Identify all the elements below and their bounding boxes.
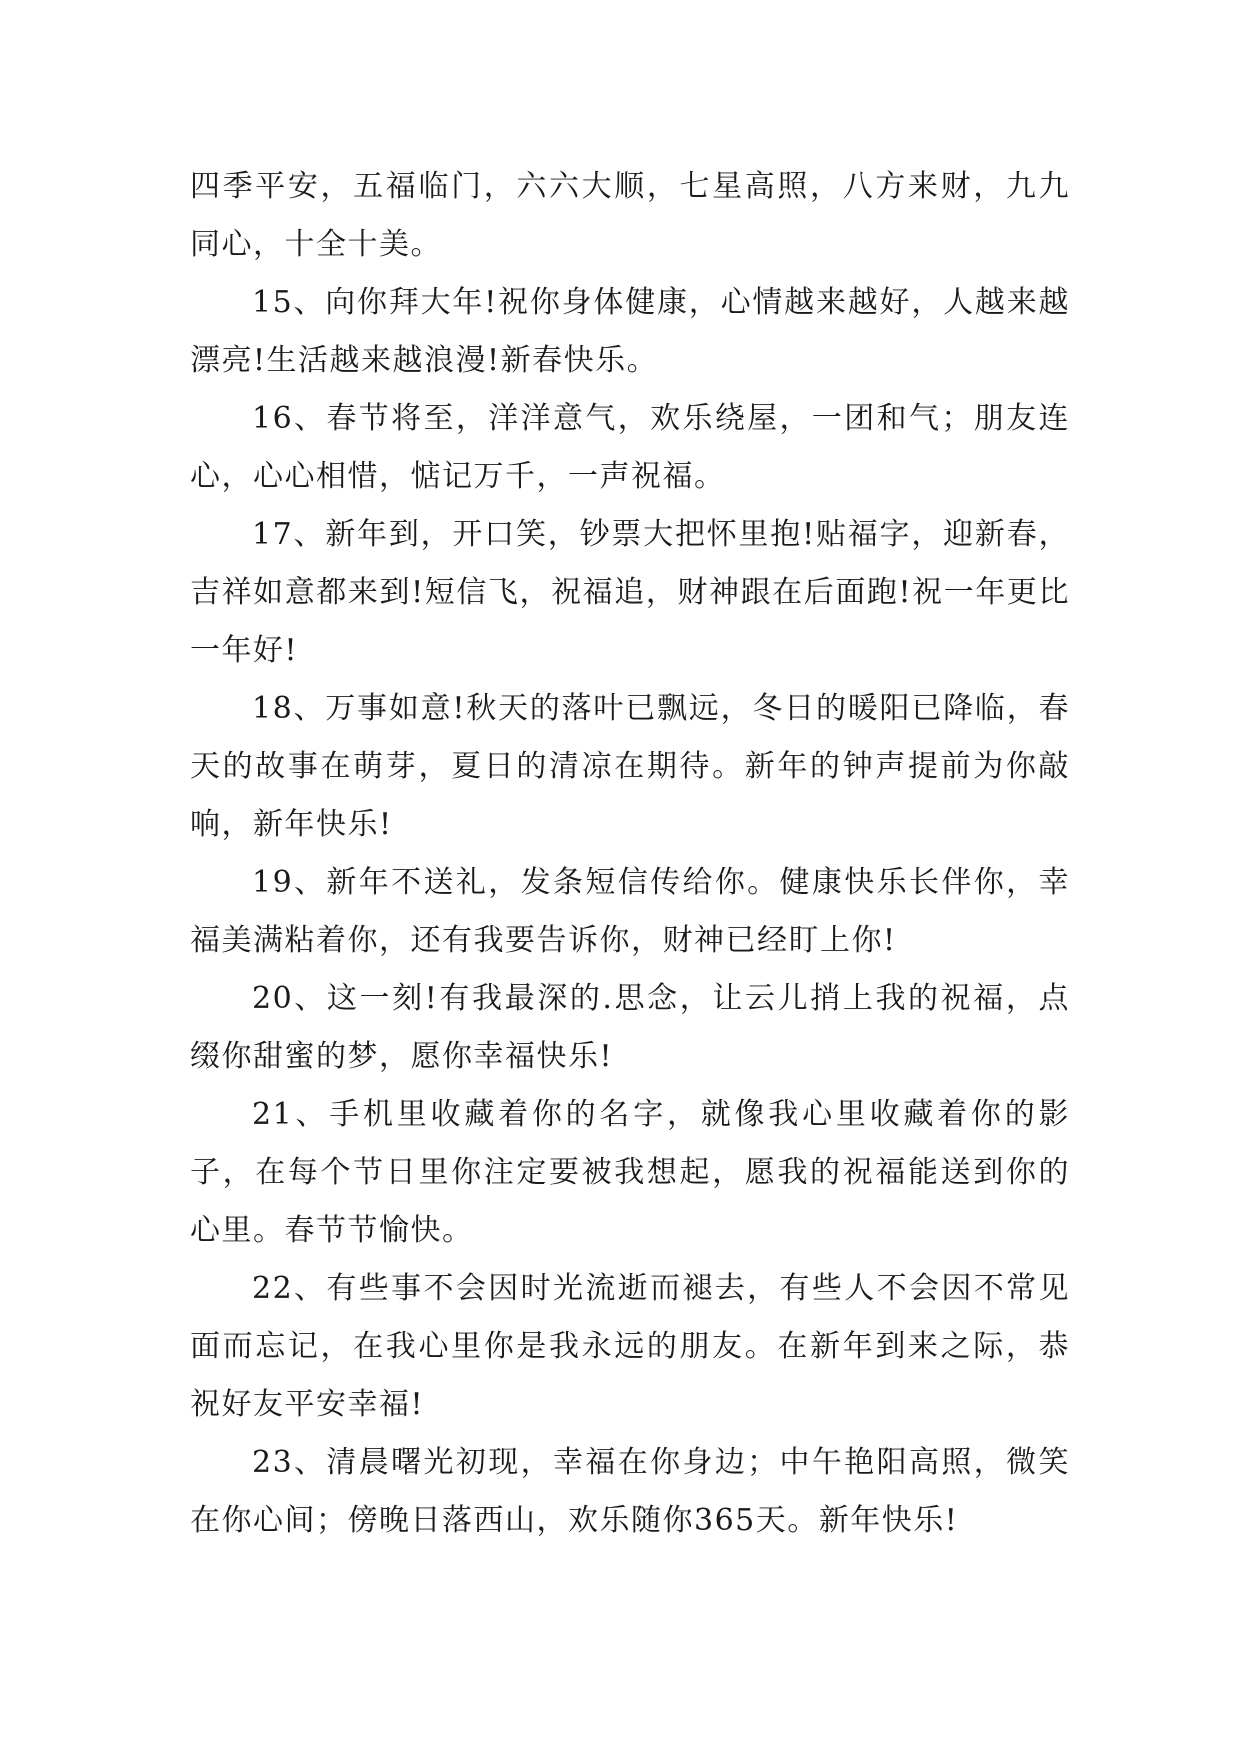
paragraph-item-19: 19、新年不送礼，发条短信传给你。健康快乐长伴你，幸福美满粘着你，还有我要告诉你，财神已经盯上你! (190, 865, 1070, 958)
paragraph-item-15: 15、向你拜大年!祝你身体健康，心情越来越好，人越来越漂亮!生活越来越浪漫!新春快乐。 (190, 285, 1070, 378)
paragraph-item-23: 23、清晨曙光初现，幸福在你身边；中午艳阳高照，微笑在你心间；傍晚日落西山，欢乐随你365天。新年快乐! (190, 1445, 1070, 1538)
paragraph-item-22: 22、有些事不会因时光流逝而褪去，有些人不会因不常见面而忘记，在我心里你是我永远的朋友。在新年到来之际，恭祝好友平安幸福! (190, 1271, 1070, 1422)
paragraph-item-18: 18、万事如意!秋天的落叶已飘远，冬日的暖阳已降临，春天的故事在萌芽，夏日的清凉在期待。新年的钟声提前为你敲响，新年快乐! (190, 691, 1070, 842)
paragraph-item-17: 17、新年到，开口笑，钞票大把怀里抱!贴福字，迎新春，吉祥如意都来到!短信飞，祝福追，财神跟在后面跑!祝一年更比一年好! (190, 517, 1070, 668)
paragraph-item-16: 16、春节将至，洋洋意气，欢乐绕屋，一团和气；朋友连心，心心相惜，惦记万千，一声祝福。 (190, 401, 1070, 494)
document-body (190, 158, 1070, 1550)
paragraph-item-20: 20、这一刻!有我最深的.思念，让云儿捎上我的祝福，点缀你甜蜜的梦，愿你幸福快乐! (190, 981, 1070, 1074)
paragraph-continuation: 四季平安，五福临门，六六大顺，七星高照，八方来财，九九同心，十全十美。 (190, 169, 1070, 262)
paragraph-item-21: 21、手机里收藏着你的名字，就像我心里收藏着你的影子，在每个节日里你注定要被我想起，愿我的祝福能送到你的心里。春节节愉快。 (190, 1097, 1070, 1248)
